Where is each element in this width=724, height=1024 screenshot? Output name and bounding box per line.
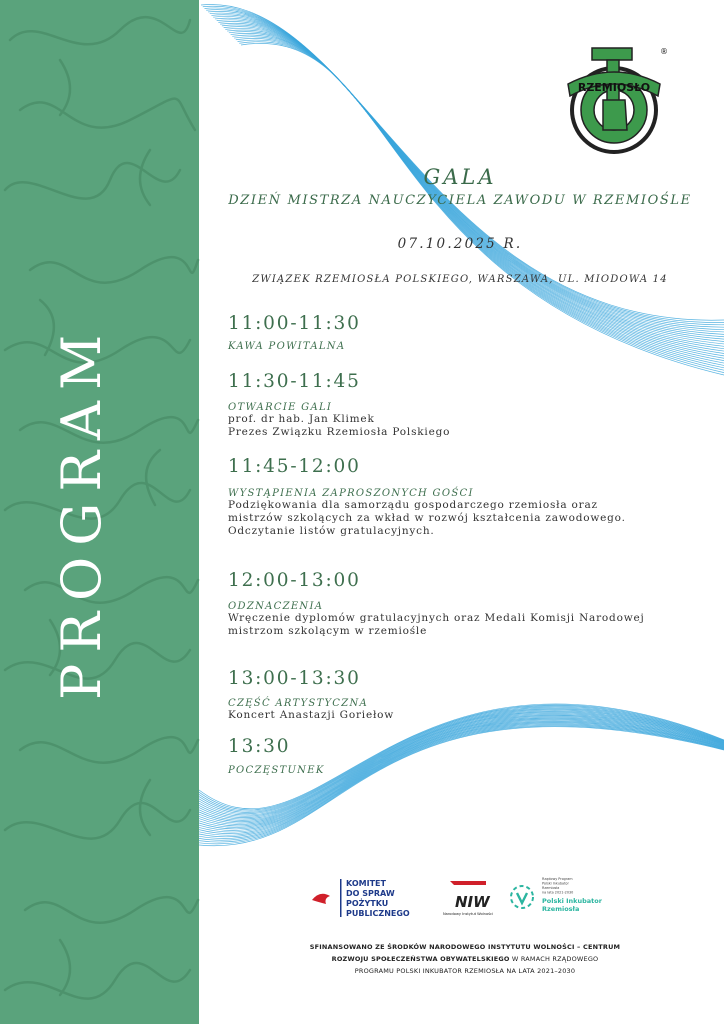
program-item — [228, 736, 708, 776]
event-title: GALA — [423, 165, 497, 189]
pir-small: Rzemiosła — [542, 886, 560, 890]
program-label: ODZNACZENIA — [228, 601, 324, 612]
pir-small: Polski Inkubator — [542, 881, 569, 886]
funding-line-1: SFINANSOWANO ZE ŚRODKÓW NARODOWEGO INSTYTUTU WOLNOŚCI – CENTRUM — [309, 943, 621, 951]
program-time: 12:00-13:00 — [228, 570, 361, 591]
event-date: 07.10.2025 R. — [397, 236, 523, 252]
rzemioslo-logo — [563, 44, 667, 159]
eagle-icon — [312, 894, 330, 904]
niw-mark: NIW — [455, 893, 490, 911]
funding-line-2: ROZWOJU SPOŁECZEŃSTWA OBYWATELSKIEGO W RAMACH RZĄDOWEGO — [331, 955, 599, 963]
program-item — [228, 668, 708, 722]
pir-small: na lata 2021-2030 — [542, 890, 574, 895]
program-desc-line: Wręczenie dyplomów gratulacyjnych oraz Medali Komisji Narodowej — [228, 612, 645, 624]
program-desc-line: Koncert Anastazji Goriełow — [228, 709, 395, 721]
event-address: ZWIĄZEK RZEMIOSŁA POLSKIEGO, WARSZAWA, UL. MIODOWA 14 — [252, 274, 668, 285]
niw-caption: Narodowy Instytut Wolności — [442, 912, 494, 916]
program-desc-line: Odczytanie listów gratulacyjnych. — [228, 525, 435, 537]
program-item — [228, 570, 708, 638]
pir-name: Polski Inkubator — [542, 897, 602, 905]
program-item — [228, 313, 708, 352]
kpp-line: DO SPRAW — [346, 889, 395, 898]
program-desc-line: mistrzów szkolących za wkład w rozwój kształcenia zawodowego. — [228, 512, 626, 524]
program-time: 11:30-11:45 — [228, 371, 361, 392]
kpp-line: PUBLICZNEGO — [346, 909, 410, 918]
pir-small: Rządowy Program — [542, 877, 573, 881]
program-item — [228, 371, 708, 439]
program-label: CZĘŚĆ ARTYSTYCZNA — [228, 698, 369, 709]
program-time: 11:45-12:00 — [228, 456, 361, 477]
program-item — [228, 456, 708, 538]
funding-line-3: PROGRAMU POLSKI INKUBATOR RZEMIOSŁA NA LATA 2021–2030 — [354, 967, 576, 975]
program-time: 11:00-11:30 — [228, 313, 361, 334]
program-vertical-title: PROGRAM — [50, 323, 113, 700]
program-label: KAWA POWITALNA — [228, 341, 346, 352]
program-desc-line: Prezes Związku Rzemiosła Polskiego — [228, 426, 451, 438]
program-time: 13:00-13:30 — [228, 668, 361, 689]
program-desc-line: Podziękowania dla samorządu gospodarczego rzemiosła oraz — [228, 499, 598, 511]
program-time: 13:30 — [228, 736, 291, 757]
event-subtitle: DZIEŃ MISTRZA NAUCZYCIELA ZAWODU W RZEMIOŚLE — [228, 193, 692, 208]
sponsor-logos — [300, 875, 630, 925]
program-label: OTWARCIE GALI — [228, 402, 333, 413]
program-desc-line: prof. dr hab. Jan Klimek — [228, 413, 375, 425]
pir-logo — [511, 877, 603, 913]
program-desc-line: mistrzom szkolącym w rzemiośle — [228, 625, 428, 637]
pir-name: Rzemiosła — [542, 905, 580, 913]
sidebar — [0, 0, 199, 1024]
registered-mark: ® — [660, 47, 668, 56]
niw-logo — [443, 881, 493, 916]
program-label: WYSTĄPIENIA ZAPROSZONYCH GOŚCI — [228, 488, 474, 499]
kpp-logo — [312, 879, 410, 918]
program-label: POCZĘSTUNEK — [228, 765, 325, 776]
kpp-line: KOMITET — [346, 879, 386, 888]
kpp-line: POŻYTKU — [346, 899, 389, 908]
logo-text: RZEMIOSŁO — [577, 81, 651, 94]
